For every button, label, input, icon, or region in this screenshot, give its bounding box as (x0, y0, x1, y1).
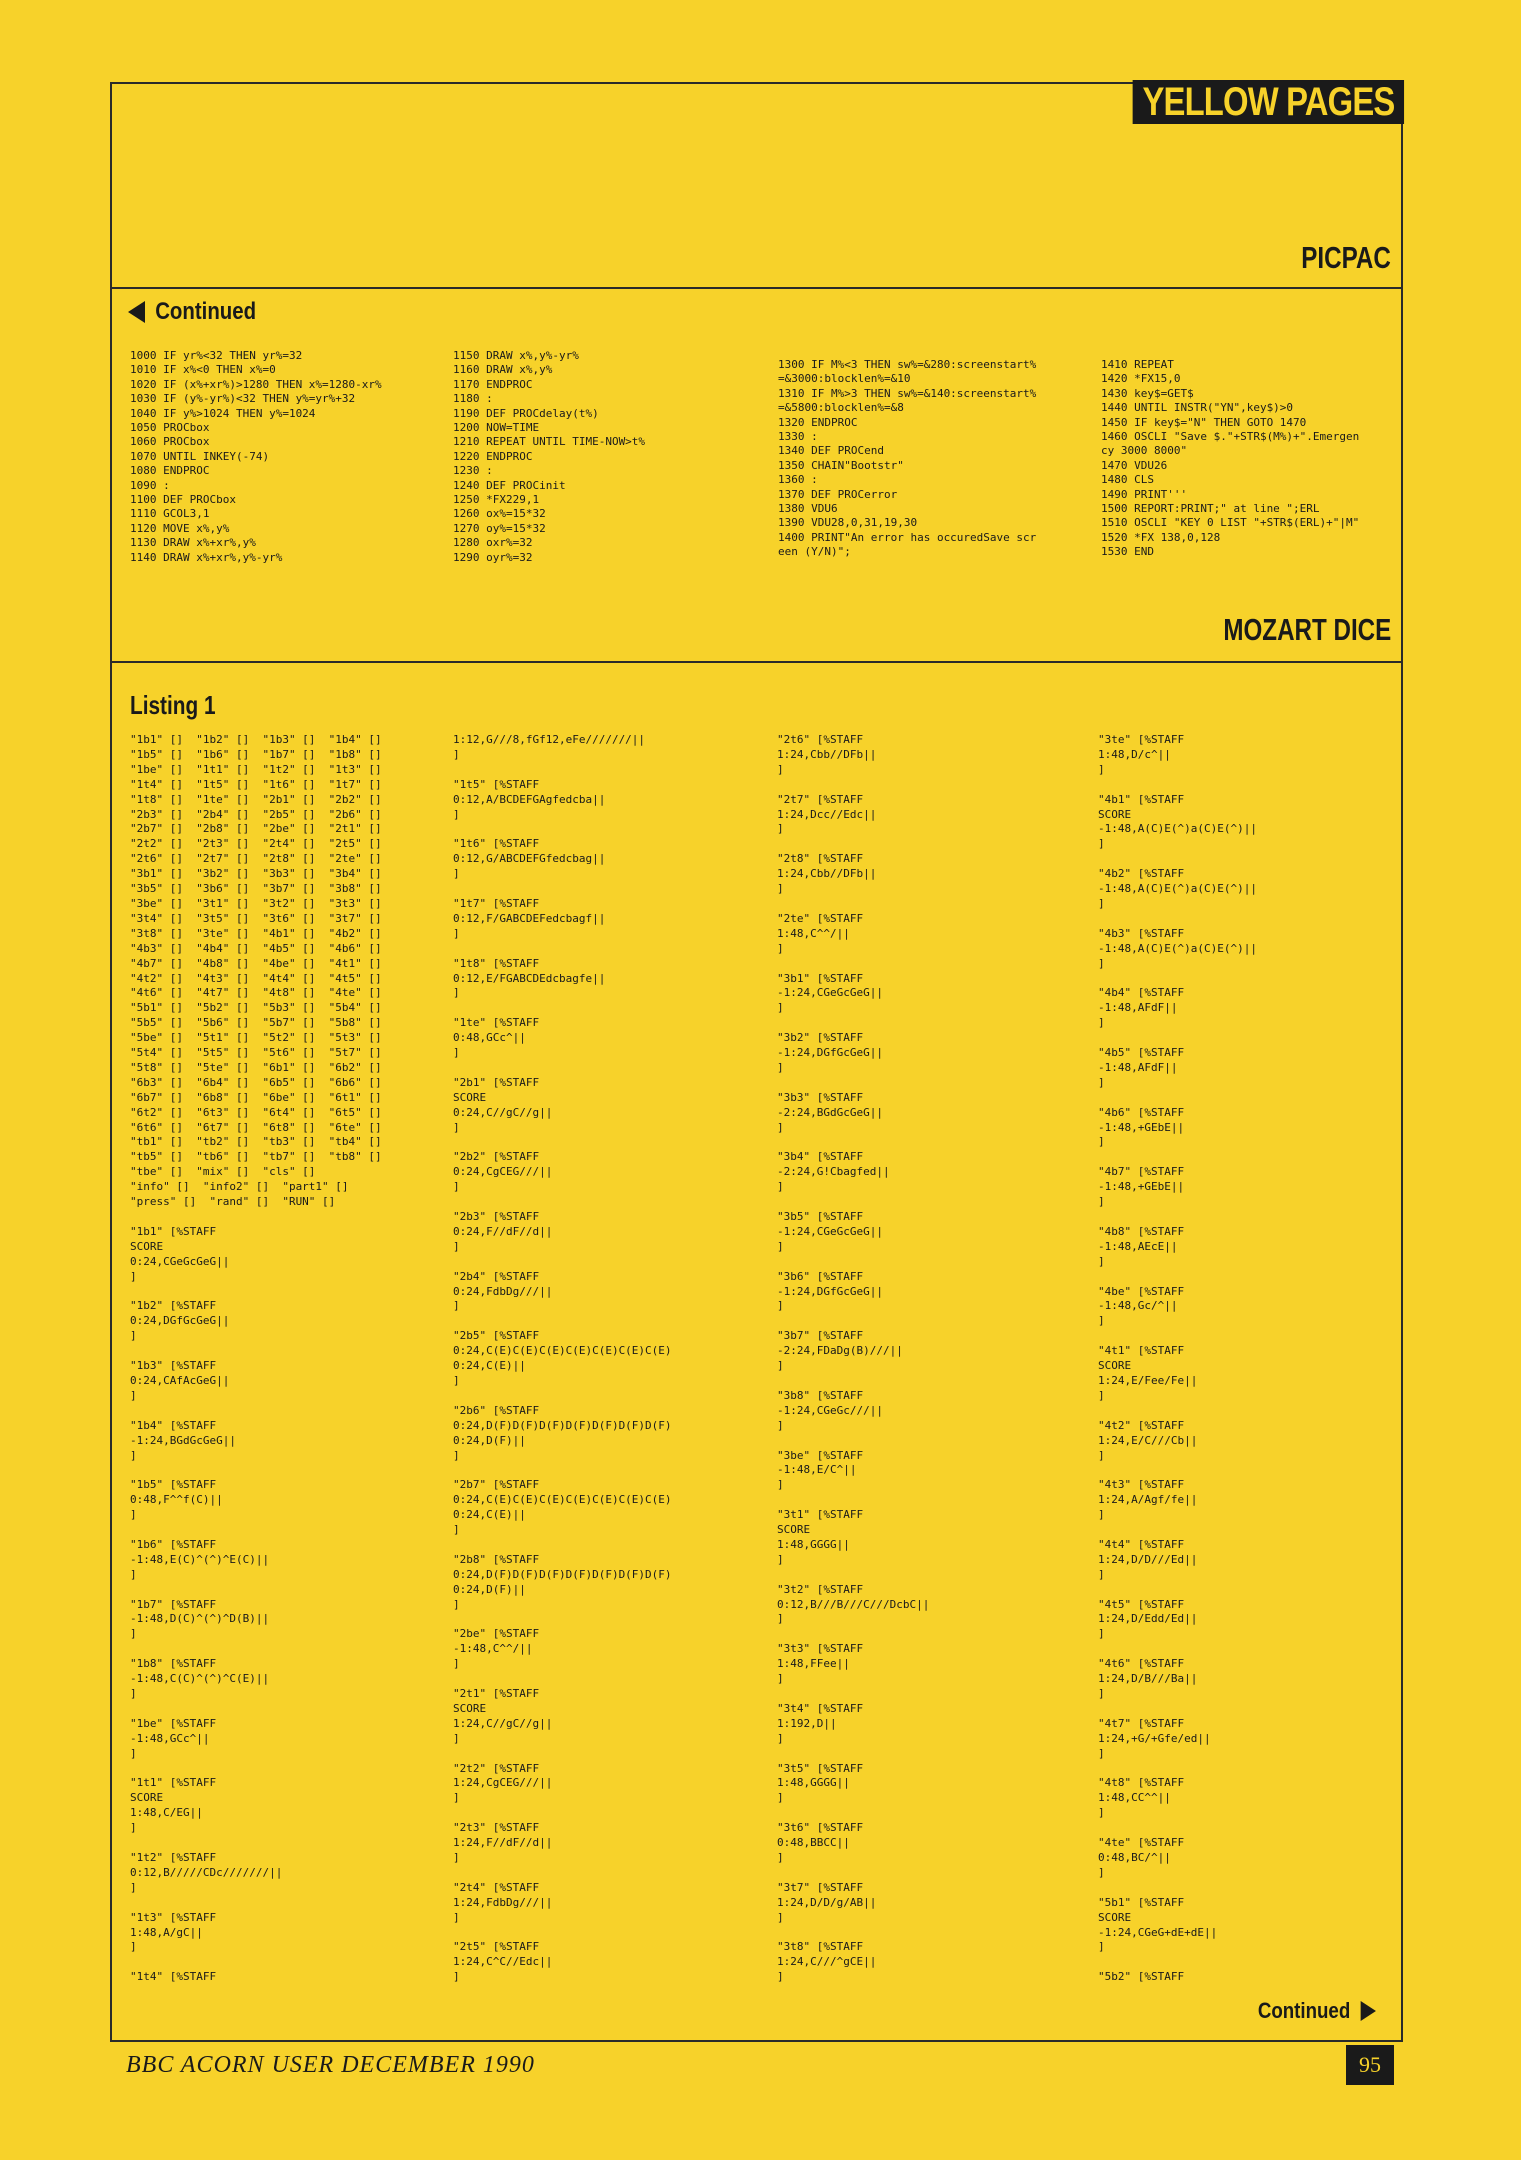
continued-next (1258, 1998, 1376, 2024)
mozart-code-col1: "1b1" [] "1b2" [] "1b3" [] "1b4" [] "1b5" [] "1b6" [] "1b7" [] "1b8" [] "1be" [] "1t1" [] "1t2" [] "1t3" [] "1t4" [] "1t5" [] "1t6" [] "1t7" [] "1t8" [] "1te" [] "2b1" [] "2b2" [] "2b3" [] "2b4" [] "2b5" [] "2b6" [] "2b7" [] "2b8" [] "2be" [] "2t1" [] "2t2" [] "2t3" [] "2t4" [] "2t5" [] "2t6" [] "2t7" [] "2t8" [] "2te" [] "3b1" [] "3b2" [] "3b3" [] "3b4" [] "3b5" [] "3b6" [] "3b7" [] "3b8" [] "3be" [] "3t1" [] "3t2" [] "3t3" [] "3t4" [] "3t5" [] "3t6" [] "3t7" [] "3t8" [] "3te" [] "4b1" [] "4b2" [] "4b3" [] "4b4" [] "4b5" [] "4b6" [] "4b7" [] "4b8" [] "4be" [] "4t1" [] "4t2" [] "4t3" [] "4t4" [] "4t5" [] "4t6" [] "4t7" [] "4t8" [] "4te" [] "5b1" [] "5b2" [] "5b3" [] "5b4" [] "5b5" [] "5b6" [] "5b7" [] "5b8" [] "5be" [] "5t1" [] "5t2" [] "5t3" [] "5t4" [] "5t5" [] "5t6" [] "5t7" [] "5t8" [] "5te" [] "6b1" [] "6b2" [] "6b3" [] "6b4" [] "6b5" [] "6b6" [] "6b7" [] "6b8" [] "6be" [] "6t1" [] "6t2" [] "6t3" [] "6t4" [] "6t5" [] "6t6" [] "6t7" [] "6t8" [] "6te" [] "tb1" [] "tb2" [] "tb3" [] "tb4" [] "tb5" [] "tb6" [] "tb7" [] "tb8" [] "tbe" [] "mix" [] "cls" [] "info" [] "info2" [] "part1" [] "press" [] "rand" [] "RUN" [] "1b1" [%STAFF SCORE 0:24,CGeGcGeG|| ] "1b2" [%STAFF 0:24,DGfGcGeG|| ] "1b3" [%STAFF 0:24,CAfAcGeG|| ] "1b4" [%STAFF -1:24,BGdGcGeG|| ] "1b5" [%STAFF 0:48,F^^f(C)|| ] "1b6" [%STAFF -1:48,E(C)^(^)^E(C)|| ] "1b7" [%STAFF -1:48,D(C)^(^)^D(B)|| ] "1b8" [%STAFF -1:48,C(C)^(^)^C(E)|| ] "1be" [%STAFF -1:48,GCc^|| ] "1t1" [%STAFF SCORE 1:48,C/EG|| ] "1t2" [%STAFF 0:12,B/////CDc///////|| ] "1t3" [%STAFF 1:48,A/gC|| ] "1t4" [%STAFF (130, 733, 382, 1984)
listing-title: Listing 1 (130, 690, 216, 720)
mozart-code-col3: "2t6" [%STAFF 1:24,Cbb//DFb|| ] "2t7" [%STAFF 1:24,Dcc//Edc|| ] "2t8" [%STAFF 1:24,Cbb//DFb|| ] "2te" [%STAFF 1:48,C^^/|| ] "3b1" [%STAFF -1:24,CGeGcGeG|| ] "3b2" [%STAFF -1:24,DGfGcGeG|| ] "3b3" [%STAFF -2:24,BGdGcGeG|| ] "3b4" [%STAFF -2:24,G!Cbagfed|| ] "3b5" [%STAFF -1:24,CGeGcGeG|| ] "3b6" [%STAFF -1:24,DGfGcGeG|| ] "3b7" [%STAFF -2:24,FDaDg(B)///|| ] "3b8" [%STAFF -1:24,CGeGc///|| ] "3be" [%STAFF -1:48,E/C^|| ] "3t1" [%STAFF SCORE 1:48,GGGG|| ] "3t2" [%STAFF 0:12,B///B///C///DcbC|| ] "3t3" [%STAFF 1:48,FFee|| ] "3t4" [%STAFF 1:192,D|| ] "3t5" [%STAFF 1:48,GGGG|| ] "3t6" [%STAFF 0:48,BBCC|| ] "3t7" [%STAFF 1:24,D/D/g/AB|| ] "3t8" [%STAFF 1:24,C///^gCE|| ] (777, 733, 930, 1984)
picpac-code-col4: 1410 REPEAT 1420 *FX15,0 1430 key$=GET$ 1440 UNTIL INSTR("YN",key$)>0 1450 IF key$="N" THEN GOTO 1470 1460 OSCLI "Save $."+STR$(M%)+".Emergen cy 3000 8000" 1470 VDU26 1480 CLS 1490 PRINT''' 1500 REPORT:PRINT;" at line ";ERL 1510 OSCLI "KEY 0 LIST "+STR$(ERL)+"|M" 1520 *FX 138,0,128 1530 END (1101, 358, 1360, 559)
picpac-title: PICPAC (1301, 240, 1391, 275)
arrow-left-icon (128, 301, 145, 323)
page-number: 95 (1346, 2045, 1394, 2085)
section-banner: YELLOW PAGES (1132, 80, 1404, 124)
divider-mozart (110, 661, 1403, 663)
magazine-footer: BBC ACORN USER DECEMBER 1990 (126, 2052, 535, 2078)
mozart-code-col4: "3te" [%STAFF 1:48,D/c^|| ] "4b1" [%STAFF SCORE -1:48,A(C)E(^)a(C)E(^)|| ] "4b2" [%STAFF -1:48,A(C)E(^)a(C)E(^)|| ] "4b3" [%STAFF -1:48,A(C)E(^)a(C)E(^)|| ] "4b4" [%STAFF -1:48,AFdF|| ] "4b5" [%STAFF -1:48,AFdF|| ] "4b6" [%STAFF -1:48,+GEbE|| ] "4b7" [%STAFF -1:48,+GEbE|| ] "4b8" [%STAFF -1:48,AEcE|| ] "4be" [%STAFF -1:48,Gc/^|| ] "4t1" [%STAFF SCORE 1:24,E/Fee/Fe|| ] "4t2" [%STAFF 1:24,E/C///Cb|| ] "4t3" [%STAFF 1:24,A/Agf/fe|| ] "4t4" [%STAFF 1:24,D/D///Ed|| ] "4t5" [%STAFF 1:24,D/Edd/Ed|| ] "4t6" [%STAFF 1:24,D/B///Ba|| ] "4t7" [%STAFF 1:24,+G/+Gfe/ed|| ] "4t8" [%STAFF 1:48,CC^^|| ] "4te" [%STAFF 0:48,BC/^|| ] "5b1" [%STAFF SCORE -1:24,CGeG+dE+dE|| ] "5b2" [%STAFF (1098, 733, 1257, 1984)
divider-picpac (110, 287, 1403, 289)
picpac-code-col1: 1000 IF yr%<32 THEN yr%=32 1010 IF x%<0 THEN x%=0 1020 IF (x%+xr%)>1280 THEN x%=1280-xr% 1030 IF (y%-yr%)<32 THEN y%=yr%+32 1040 IF y%>1024 THEN y%=1024 1050 PROCbox 1060 PROCbox 1070 UNTIL INKEY(-74) 1080 ENDPROC 1090 : 1100 DEF PROCbox 1110 GCOL3,1 1120 MOVE x%,y% 1130 DRAW x%+xr%,y% 1140 DRAW x%+xr%,y%-yr% (130, 349, 382, 564)
continued-from-previous (128, 298, 256, 326)
arrow-right-icon (1361, 2001, 1376, 2021)
continued-label: Continued (155, 298, 257, 325)
mozart-code-col2: 1:12,G///8,fGf12,eFe///////|| ] "1t5" [%STAFF 0:12,A/BCDEFGAgfedcba|| ] "1t6" [%STAFF 0:12,G/ABCDEFGfedcbag|| ] "1t7" [%STAFF 0:12,F/GABCDEFedcbagf|| ] "1t8" [%STAFF 0:12,E/FGABCDEdcbagfe|| ] "1te" [%STAFF 0:48,GCc^|| ] "2b1" [%STAFF SCORE 0:24,C//gC//g|| ] "2b2" [%STAFF 0:24,CgCEG///|| ] "2b3" [%STAFF 0:24,F//dF//d|| ] "2b4" [%STAFF 0:24,FdbDg///|| ] "2b5" [%STAFF 0:24,C(E)C(E)C(E)C(E)C(E)C(E)C(E) 0:24,C(E)|| ] "2b6" [%STAFF 0:24,D(F)D(F)D(F)D(F)D(F)D(F)D(F) 0:24,D(F)|| ] "2b7" [%STAFF 0:24,C(E)C(E)C(E)C(E)C(E)C(E)C(E) 0:24,C(E)|| ] "2b8" [%STAFF 0:24,D(F)D(F)D(F)D(F)D(F)D(F)D(F) 0:24,D(F)|| ] "2be" [%STAFF -1:48,C^^/|| ] "2t1" [%STAFF SCORE 1:24,C//gC//g|| ] "2t2" [%STAFF 1:24,CgCEG///|| ] "2t3" [%STAFF 1:24,F//dF//d|| ] "2t4" [%STAFF 1:24,FdbDg///|| ] "2t5" [%STAFF 1:24,C^C//Edc|| ] (453, 733, 672, 1984)
continued-label: Continued (1258, 1998, 1351, 2023)
mozart-title: MOZART DICE (1223, 612, 1391, 647)
picpac-code-col2: 1150 DRAW x%,y%-yr% 1160 DRAW x%,y% 1170 ENDPROC 1180 : 1190 DEF PROCdelay(t%) 1200 NOW=TIME 1210 REPEAT UNTIL TIME-NOW>t% 1220 ENDPROC 1230 : 1240 DEF PROCinit 1250 *FX229,1 1260 ox%=15*32 1270 oy%=15*32 1280 oxr%=32 1290 oyr%=32 (453, 349, 646, 564)
picpac-code-col3: 1300 IF M%<3 THEN sw%=&280:screenstart% =&3000:blocklen%=&10 1310 IF M%>3 THEN sw%=&140:screenstart% =&5800:blocklen%=&8 1320 ENDPROC 1330 : 1340 DEF PROCend 1350 CHAIN"Bootstr" 1360 : 1370 DEF PROCerror 1380 VDU6 1390 VDU28,0,31,19,30 1400 PRINT"An error has occuredSave scr een (Y/N)"; (778, 358, 1037, 559)
